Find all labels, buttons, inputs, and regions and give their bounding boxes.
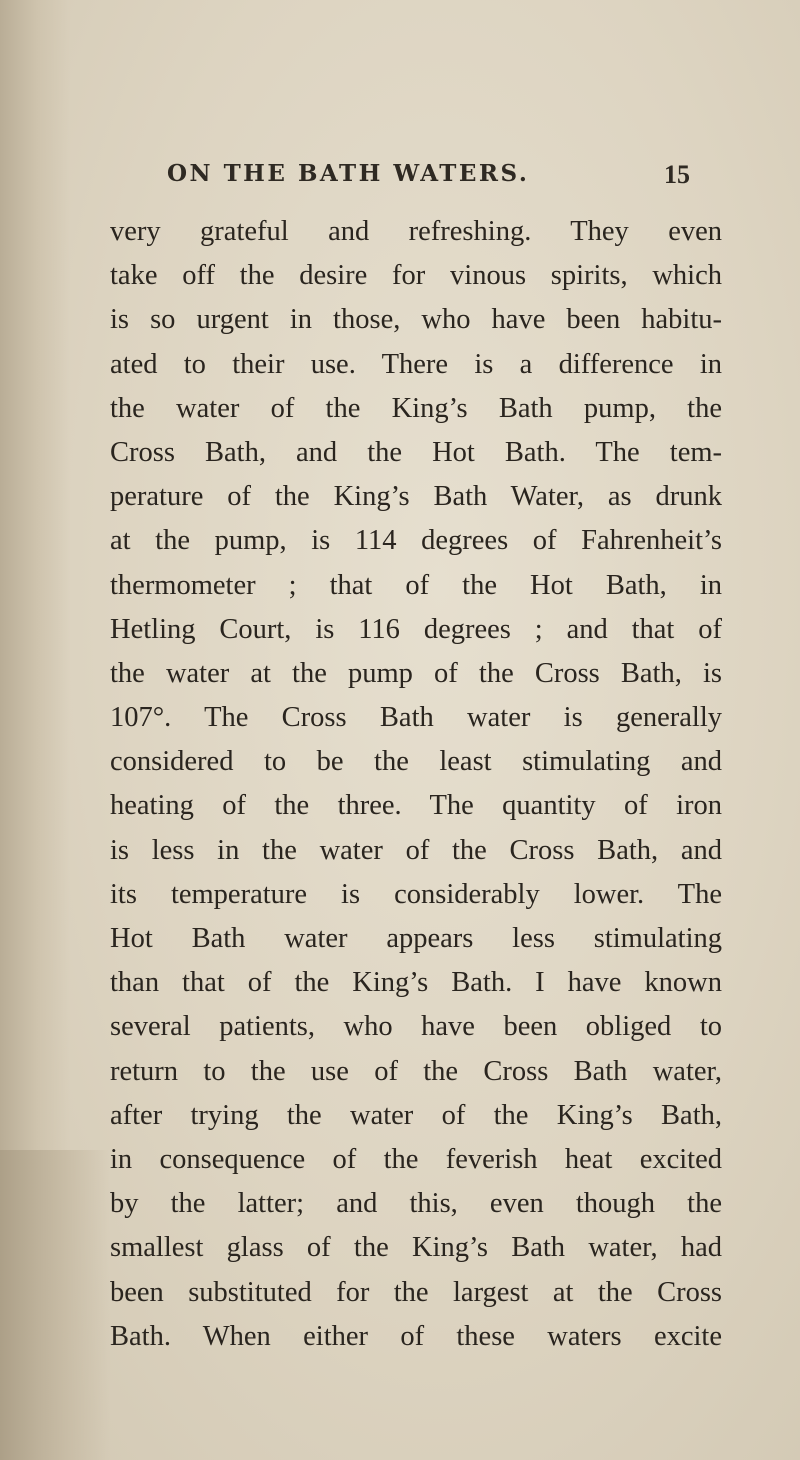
- text-line: very grateful and refreshing. They even: [110, 216, 722, 247]
- text-line: thermometer ; that of the Hot Bath, in: [110, 569, 722, 601]
- text-line: is less in the water of the Cross Bath, and: [110, 834, 722, 866]
- page-stain: [0, 1150, 110, 1460]
- text-line: Hetling Court, is 116 degrees ; and that of: [110, 613, 722, 645]
- text-line: in consequence of the feverish heat excited: [110, 1143, 722, 1175]
- text-line: heating of the three. The quantity of iron: [110, 790, 722, 822]
- running-head: [130, 160, 690, 196]
- text-line: its temperature is considerably lower. The: [110, 878, 722, 910]
- text-line: than that of the King’s Bath. I have known: [110, 967, 722, 999]
- text-line: Cross Bath, and the Hot Bath. The tem-: [110, 436, 722, 468]
- text-line: Hot Bath water appears less stimulating: [110, 923, 722, 954]
- text-line: return to the use of the Cross Bath water,: [110, 1055, 722, 1087]
- text-line: after trying the water of the King’s Bath,: [110, 1099, 722, 1131]
- page-number: 15: [664, 160, 690, 189]
- text-line: is so urgent in those, who have been habitu-: [110, 304, 722, 336]
- text-line: smallest glass of the King’s Bath water, had: [110, 1232, 722, 1264]
- body-text: [110, 210, 722, 1359]
- text-line: the water at the pump of the Cross Bath, is: [110, 657, 722, 689]
- text-line: considered to be the least stimulating and: [110, 746, 722, 778]
- text-line: perature of the King’s Bath Water, as drunk: [110, 481, 722, 513]
- text-line: take off the desire for vinous spirits, which: [110, 260, 722, 292]
- text-line: Bath. When either of these waters excite: [110, 1320, 722, 1352]
- text-line: several patients, who have been obliged to: [110, 1011, 722, 1043]
- text-line: been substituted for the largest at the Cross: [110, 1276, 722, 1308]
- text-line: 107°. The Cross Bath water is generally: [110, 702, 722, 734]
- text-line: at the pump, is 114 degrees of Fahrenheit’s: [110, 525, 722, 557]
- text-line: the water of the King’s Bath pump, the: [110, 392, 722, 424]
- text-line: by the latter; and this, even though the: [110, 1188, 722, 1220]
- running-title: ON THE BATH WATERS.: [167, 160, 530, 187]
- text-line: ated to their use. There is a difference in: [110, 348, 722, 380]
